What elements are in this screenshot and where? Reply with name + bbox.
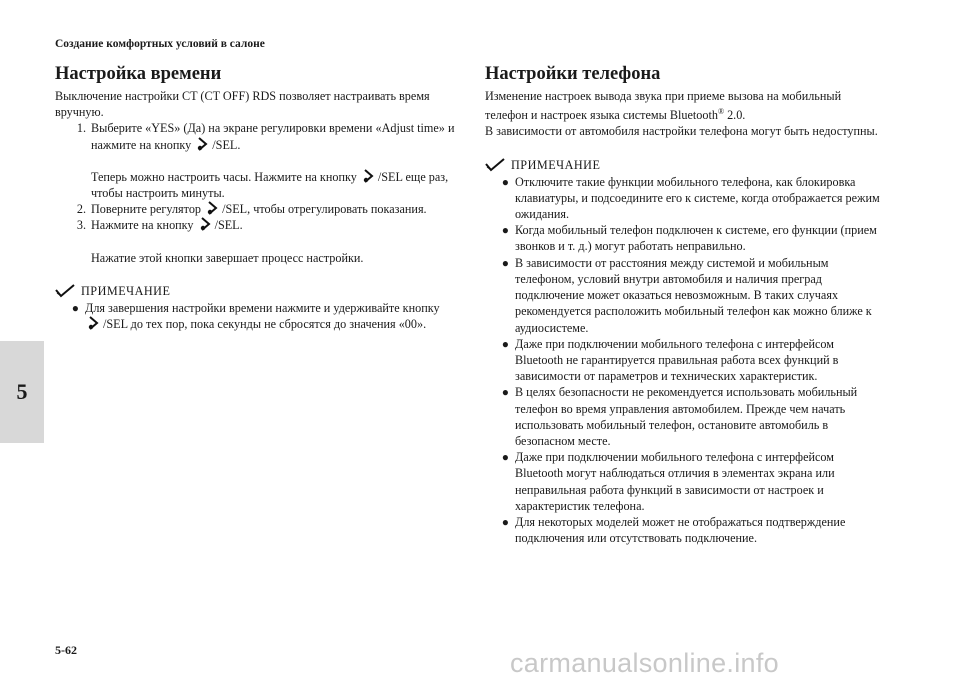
intro-part: 2.0. (724, 108, 746, 123)
note-bullet (485, 336, 885, 385)
intro-part: Изменение настроек вывода звука при приеме вызова на мобильный телефон и настроек языка системы Bluetooth (485, 89, 842, 123)
bullet-dot-icon: ● (501, 336, 509, 351)
note-text: Даже при подключении мобильного телефона с интерфейсом Bluetooth не гарантируется правильная работа всех функций в зависимости от параметров и технических характеристик. (515, 336, 839, 384)
step-text: /SEL. (214, 218, 243, 233)
note-text: Для некоторых моделей может не отображаться подтверждение подключения или отсутствовать подключение. (515, 514, 846, 546)
step-number: 2. (76, 202, 86, 217)
step-1 (55, 120, 455, 152)
step-text: Поверните регулятор (91, 202, 202, 217)
bullet-dot-icon: ● (501, 385, 509, 400)
note-heading-text: ПРИМЕЧАНИЕ (511, 157, 601, 172)
bullet-dot-icon: ● (501, 450, 509, 465)
note-text: Даже при подключении мобильного телефона с интерфейсом Bluetooth могут наблюдаться отличия в элементах экрана или неправильная работа функций в зависимости от настроек и характеристик телефона. (515, 450, 835, 513)
watermark: carmanualsonline.info (510, 648, 779, 678)
step-text: Теперь можно настроить часы. Нажмите на кнопку (91, 169, 357, 184)
note-text: Отключите такие функции мобильного телефона, как блокировка клавиатуры, и подсоедините его к системе, когда отображается режим ожидания. (515, 174, 880, 222)
step-3 (55, 217, 455, 233)
note-heading (55, 282, 455, 300)
note-bullet (485, 449, 885, 514)
note-heading-text: ПРИМЕЧАНИЕ (81, 283, 171, 298)
registered-mark: ® (717, 107, 725, 117)
step-text: /SEL. (212, 137, 241, 152)
step-text: «Adjust time» и нажмите на кнопку (91, 121, 455, 152)
chapter-tab (0, 341, 44, 443)
checkmark-note-icon (55, 284, 75, 298)
note-text: /SEL до тех пор, пока секунды не сбросятся до значения «00». (103, 317, 427, 332)
note-bullet (485, 514, 885, 546)
checkmark-note-icon (485, 158, 505, 172)
section-title-time: Настройка времени (55, 64, 222, 84)
note-text: Для завершения настройки времени нажмите и удерживайте кнопку (85, 300, 440, 315)
tune-knob-icon (196, 137, 210, 151)
intro-text (485, 88, 885, 123)
page-number: 5-62 (55, 643, 77, 657)
phone-settings-section (485, 60, 885, 546)
step-text: Нажмите на кнопку (91, 218, 194, 233)
note-bullet (485, 255, 885, 336)
step-text: Выберите «YES» (Да) на экране регулировки времени (91, 121, 373, 136)
bullet-dot-icon: ● (501, 223, 509, 238)
note-bullet (485, 384, 885, 449)
tune-knob-icon (362, 169, 376, 183)
intro-availability: В зависимости от автомобиля настройки телефона могут быть недоступны. (485, 124, 878, 139)
bullet-dot-icon: ● (501, 174, 509, 189)
section-title-phone: Настройки телефона (485, 64, 661, 84)
step-1-extra (55, 169, 455, 201)
step-number: 1. (76, 121, 86, 136)
step-number: 3. (76, 218, 86, 233)
bullet-dot-icon: ● (501, 514, 509, 529)
bullet-dot-icon: ● (501, 255, 509, 270)
note-text: В зависимости от расстояния между системой и мобильным телефоном, условий внутри автомобиля и наличия преград подключение может оказаться невозможным. В таких случаях рекомендуется расположить мобильный телефон как можно ближе к аудиосистеме. (515, 255, 872, 335)
tune-knob-icon (199, 217, 213, 231)
note-text: В целях безопасности не рекомендуется использовать мобильный телефон во время управления автомобилем. Прежде чем начать использовать мобильный телефон, остановите автомобиль в безопасном месте. (515, 385, 858, 448)
chapter-number: 5 (16, 379, 28, 404)
step-2 (55, 201, 455, 217)
note-bullet (485, 222, 885, 254)
note-heading (485, 156, 885, 174)
bullet-dot-icon: ● (71, 300, 79, 315)
time-settings-section (55, 60, 455, 332)
note-bullet (55, 300, 455, 332)
note-text: Когда мобильный телефон подключен к системе, его функции (прием звонков и т. д.) могут работать неправильно. (515, 223, 877, 254)
note-bullet (485, 174, 885, 223)
running-header: Создание комфортных условий в салоне (55, 38, 265, 50)
tune-knob-icon (206, 201, 220, 215)
tune-knob-icon (87, 316, 101, 330)
step-text: /SEL, чтобы отрегулировать показания. (222, 202, 427, 217)
step-3-extra: Нажатие этой кнопки завершает процесс настройки. (91, 250, 364, 265)
intro-text: Выключение настройки CT (CT OFF) RDS позволяет настраивать время вручную. (55, 89, 430, 120)
step-text: /SEL еще раз, чтобы настроить минуты. (91, 169, 449, 201)
